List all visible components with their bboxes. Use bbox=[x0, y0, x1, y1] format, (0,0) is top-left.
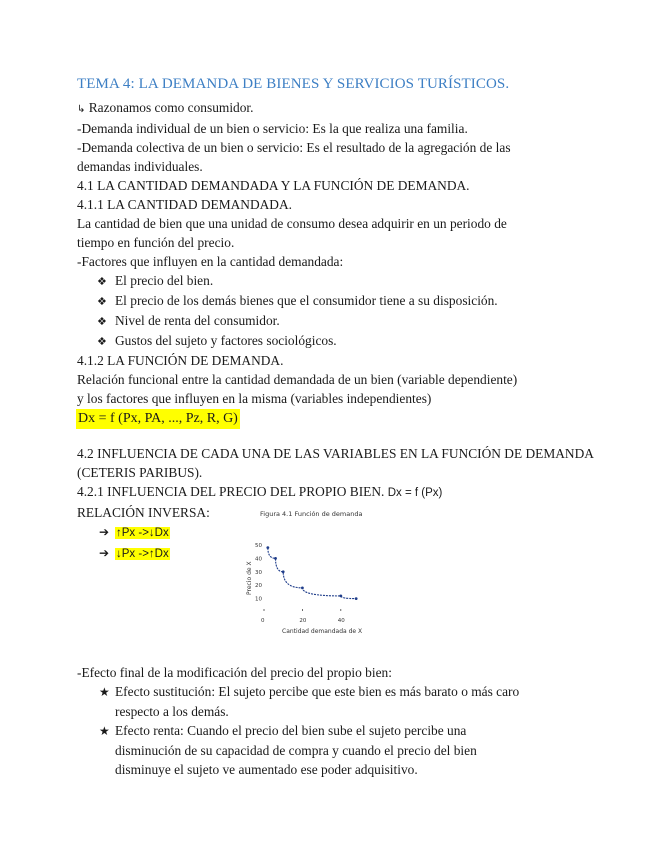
list-item bbox=[77, 682, 597, 702]
intro-line bbox=[77, 98, 597, 119]
subsection-heading: 4.1.1 LA CANTIDAD DEMANDADA. bbox=[77, 197, 292, 212]
chart-title: Figura 4.1 Función de demanda bbox=[260, 510, 363, 518]
list-item bbox=[77, 291, 597, 311]
price-formula: Dx = f (Px) bbox=[387, 487, 443, 499]
arrow-right-icon: ➔ bbox=[99, 525, 110, 539]
x-tick-label: 40 bbox=[337, 618, 345, 624]
diamond-bullet-icon: ❖ bbox=[97, 295, 107, 308]
list-item bbox=[77, 271, 597, 291]
y-tick-label: 10 bbox=[255, 596, 262, 603]
text-line: -Factores que influyen en la cantidad demandada: bbox=[77, 254, 344, 269]
list-item-text: Nivel de renta del consumidor. bbox=[115, 313, 280, 328]
list-item-cont: respecto a los demás. bbox=[115, 704, 229, 719]
x-tick-label: 0 bbox=[261, 618, 265, 624]
diamond-bullet-icon: ❖ bbox=[97, 315, 107, 328]
data-point bbox=[339, 595, 342, 598]
return-arrow-icon: ↳ bbox=[77, 104, 86, 115]
list-item-cont: disminución de su capacidad de compra y cuando el precio del bien bbox=[115, 743, 477, 758]
price-fall-rule: ↓Px ->↑Dx bbox=[116, 548, 169, 560]
text-line: demandas individuales. bbox=[77, 159, 203, 174]
diamond-bullet-icon: ❖ bbox=[97, 335, 107, 348]
list-item bbox=[77, 721, 597, 741]
subsection-heading-text: 4.2.1 INFLUENCIA DEL PRECIO DEL PROPIO BIEN. bbox=[77, 484, 388, 499]
subsection-heading: 4.1.2 LA FUNCIÓN DE DEMANDA. bbox=[77, 353, 284, 368]
list-item-cont: disminuye el sujeto ve aumentado ese poder adquisitivo. bbox=[115, 762, 418, 777]
spacer bbox=[77, 429, 597, 444]
data-point bbox=[274, 557, 277, 560]
list-item bbox=[77, 311, 597, 331]
section-heading-cont: (CETERIS PARIBUS). bbox=[77, 465, 203, 480]
y-tick-label: 30 bbox=[255, 569, 262, 576]
text-line: y los factores que influyen en la misma (variables independientes) bbox=[77, 391, 432, 406]
y-tick-label: 50 bbox=[255, 543, 262, 549]
star-bullet-icon: ★ bbox=[99, 685, 110, 699]
relation-label: RELACIÓN INVERSA: bbox=[77, 505, 210, 520]
text-line: -Demanda individual de un bien o servicio: Es la que realiza una familia. bbox=[77, 121, 468, 136]
intro-text: Razonamos como consumidor. bbox=[85, 100, 254, 115]
list-item-text: El precio de los demás bienes que el consumidor tiene a su disposición. bbox=[115, 293, 498, 308]
list-item-text: Efecto sustitución: El sujeto percibe que este bien es más barato o más caro bbox=[115, 684, 520, 699]
data-point bbox=[301, 586, 304, 589]
arrow-right-icon: ➔ bbox=[99, 546, 110, 560]
y-tick-label: 40 bbox=[255, 556, 262, 563]
demand-formula: Dx = f (Px, PA, ..., Pz, R, G) bbox=[76, 409, 240, 429]
x-tick-label: 20 bbox=[299, 618, 307, 624]
chart-x-label: Cantidad demandada de X bbox=[282, 628, 363, 635]
document-title: TEMA 4: LA DEMANDA DE BIENES Y SERVICIOS TURÍSTICOS. bbox=[77, 76, 510, 92]
price-rise-rule: ↑Px ->↓Dx bbox=[116, 527, 169, 539]
text-line: -Efecto final de la modificación del precio del propio bien: bbox=[77, 665, 392, 680]
text-line: La cantidad de bien que una unidad de consumo desea adquirir en un periodo de bbox=[77, 216, 507, 231]
text-line: tiempo en función del precio. bbox=[77, 235, 235, 250]
text-line: Relación funcional entre la cantidad demandada de un bien (variable dependiente) bbox=[77, 372, 518, 387]
chart-plot-area bbox=[255, 543, 358, 624]
data-point bbox=[282, 570, 285, 573]
y-tick-label: 20 bbox=[255, 583, 262, 590]
demand-curve bbox=[268, 548, 356, 599]
list-item bbox=[77, 331, 597, 351]
chart-y-label: Precio de X bbox=[246, 561, 253, 595]
text-line: -Demanda colectiva de un bien o servicio: Es el resultado de la agregación de las bbox=[77, 140, 511, 155]
data-point bbox=[355, 597, 358, 600]
demand-chart bbox=[238, 505, 368, 635]
document-body bbox=[77, 98, 597, 779]
section-heading: 4.2 INFLUENCIA DE CADA UNA DE LAS VARIABLES EN LA FUNCIÓN DE DEMANDA bbox=[77, 446, 594, 461]
list-item-text: El precio del bien. bbox=[115, 273, 214, 288]
section-heading: 4.1 LA CANTIDAD DEMANDADA Y LA FUNCIÓN DE DEMANDA. bbox=[77, 178, 470, 193]
diamond-bullet-icon: ❖ bbox=[97, 275, 107, 288]
star-bullet-icon: ★ bbox=[99, 724, 110, 738]
data-point bbox=[266, 546, 269, 549]
list-item-text: Gustos del sujeto y factores sociológicos. bbox=[115, 333, 337, 348]
formula-line bbox=[77, 408, 597, 429]
subsection-heading bbox=[77, 482, 597, 503]
list-item-text: Efecto renta: Cuando el precio del bien sube el sujeto percibe una bbox=[115, 723, 467, 738]
